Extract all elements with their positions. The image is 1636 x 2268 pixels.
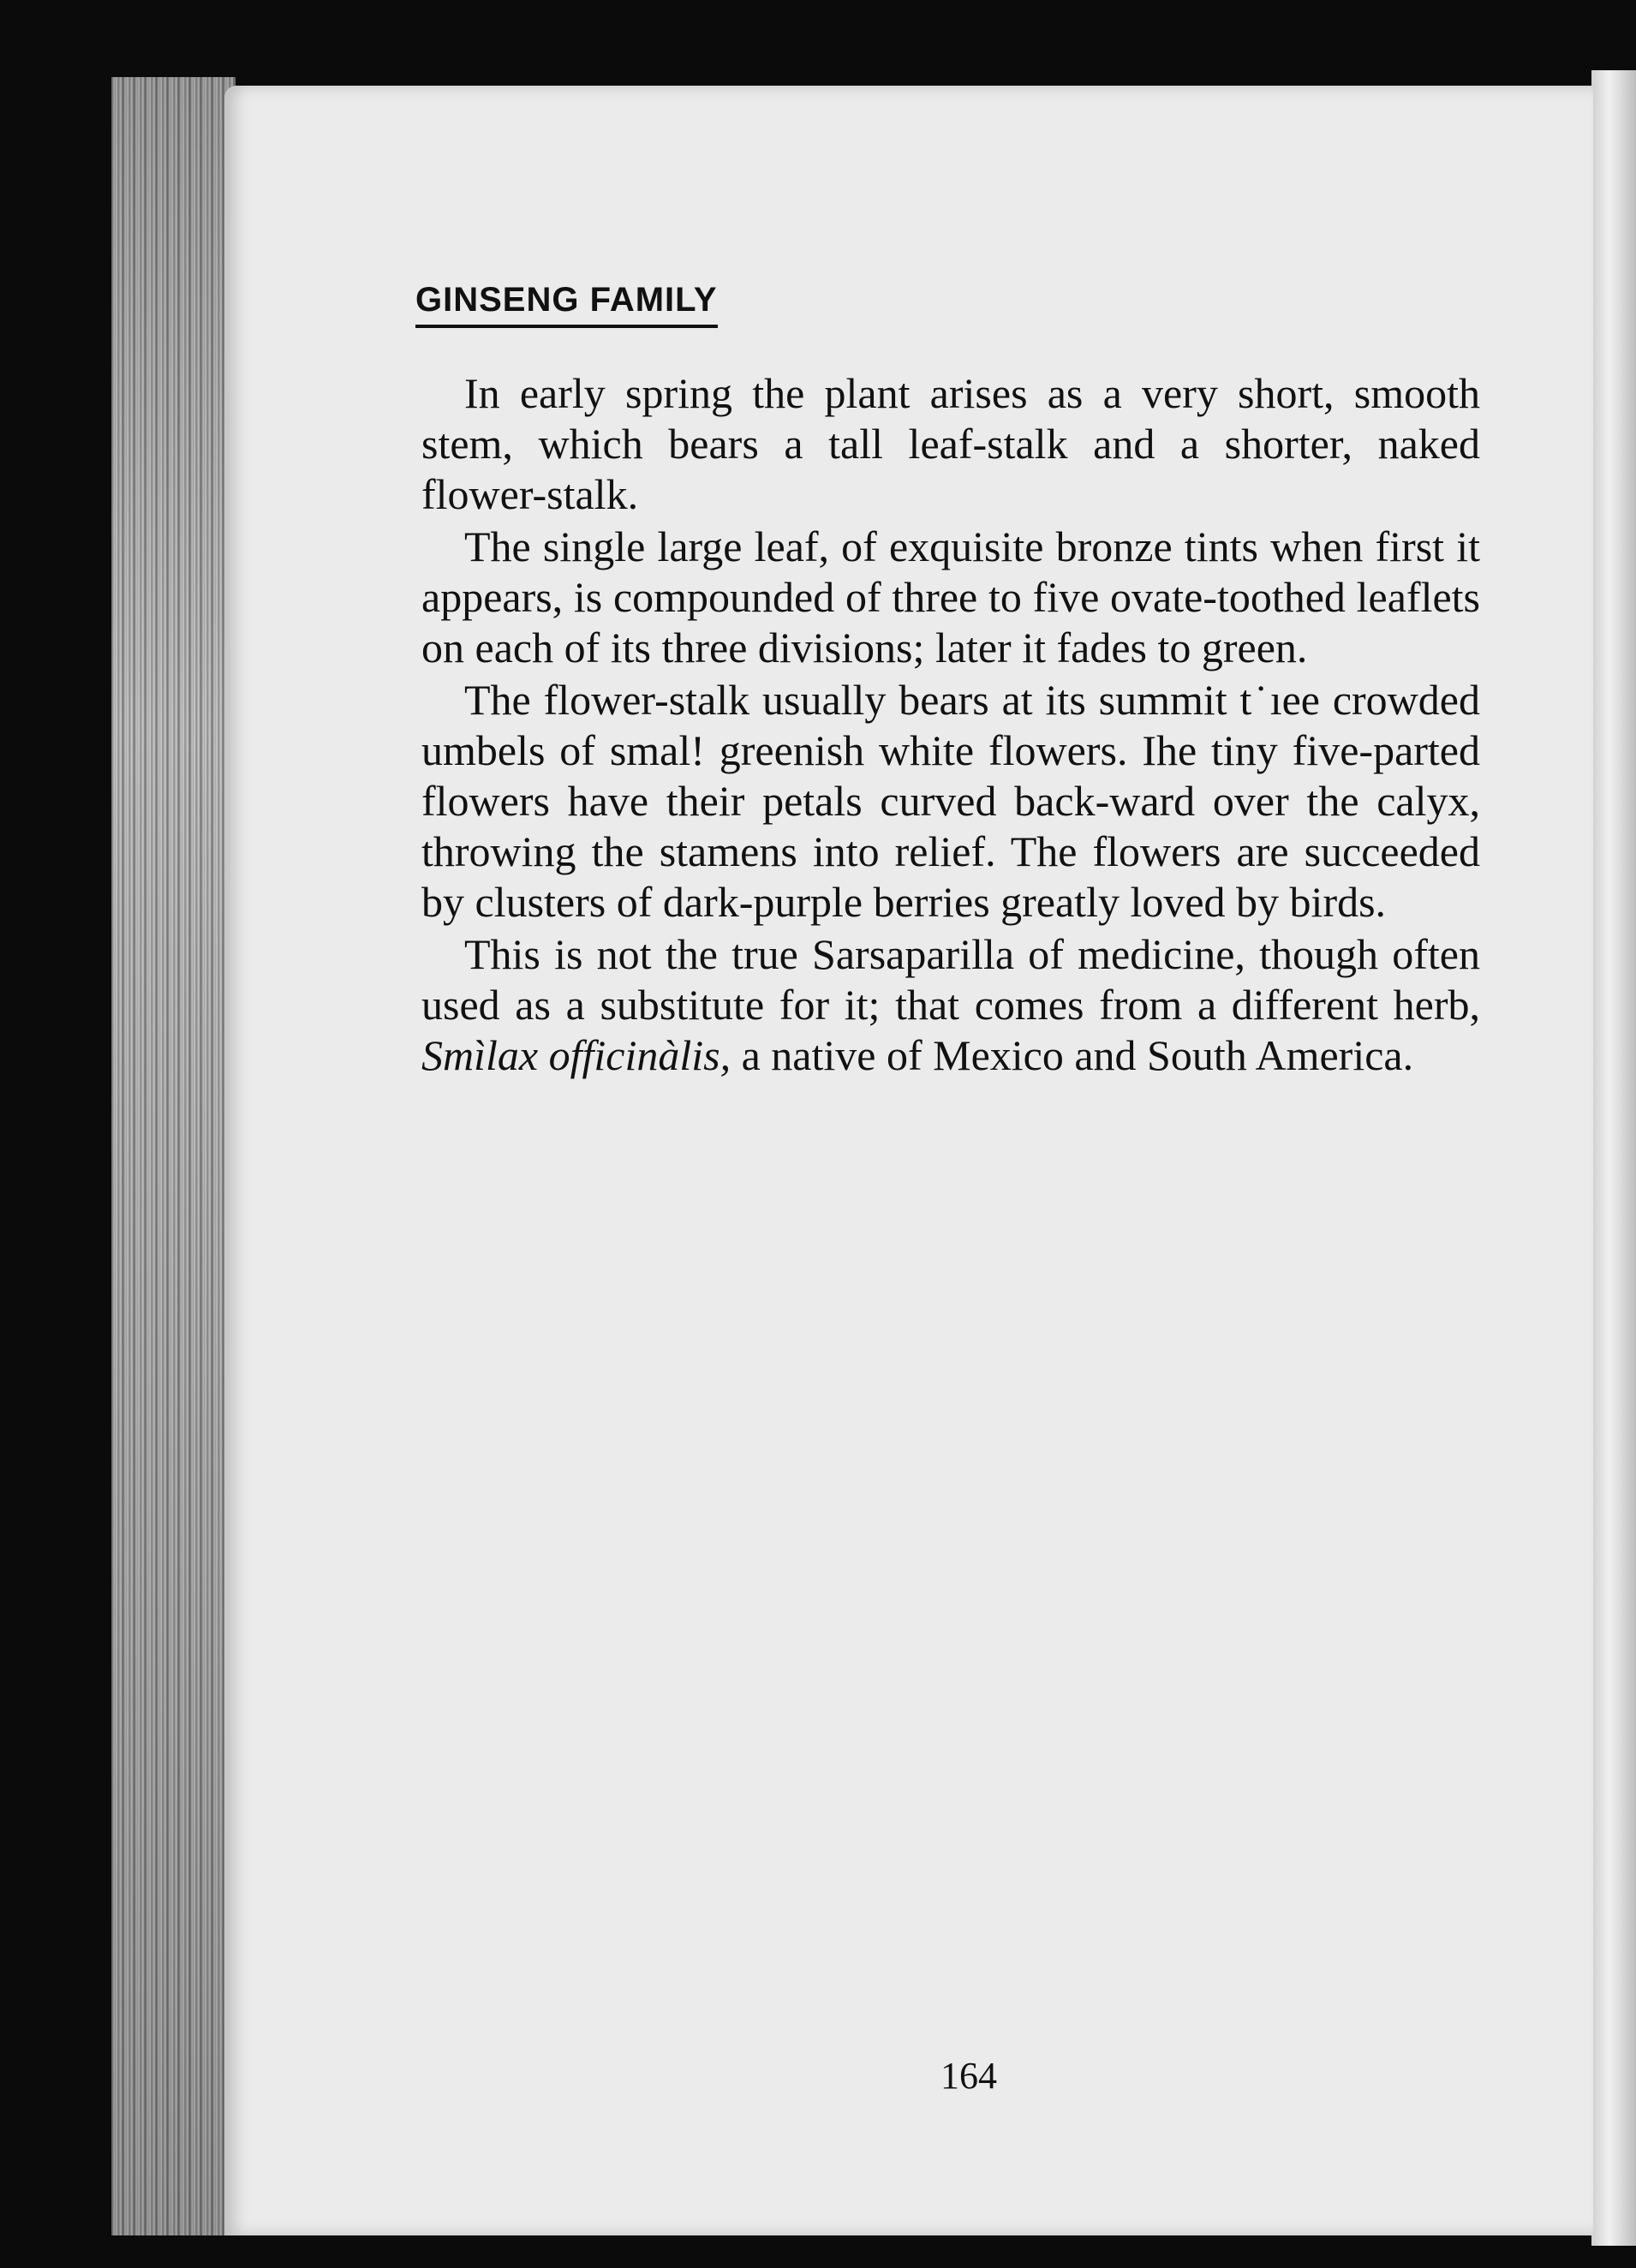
page-number: 164: [940, 2055, 997, 2097]
paragraph-2: The single large leaf, of exquisite bronze tints when first it appears, is compounded of three to five ovate-toothed leaflets on each of its three divisions; later it fades to green.: [421, 522, 1480, 671]
running-head: GINSENG FAMILY: [415, 281, 718, 328]
body-text: [421, 368, 1480, 1081]
paragraph-4-text-after: a native of Mexico and South America.: [731, 1031, 1414, 1079]
paragraph-4-text-before: This is not the true Sarsaparilla of medicine, though often used as a substitute for it; that comes from a different herb,: [421, 930, 1480, 1029]
page-edges: [111, 77, 236, 2235]
paragraph-1: In early spring the plant arises as a very short, smooth stem, which bears a tall leaf-stalk and a shorter, naked flower-stalk.: [421, 369, 1480, 518]
paragraph-4: [421, 929, 1480, 1081]
facing-page-edge: [1591, 70, 1636, 2246]
paragraph-3: The flower-stalk usually bears at its summit t˙ıee crowded umbels of smal! greenish white flowers. Ιhe tiny five-parted flowers have their petals curved back-ward over the calyx, throwing the stamens into relief. The flowers are succeeded by clusters of dark-purple berries greatly loved by birds.: [421, 676, 1480, 926]
botanical-name: Smìlax officinàlis,: [421, 1031, 731, 1079]
